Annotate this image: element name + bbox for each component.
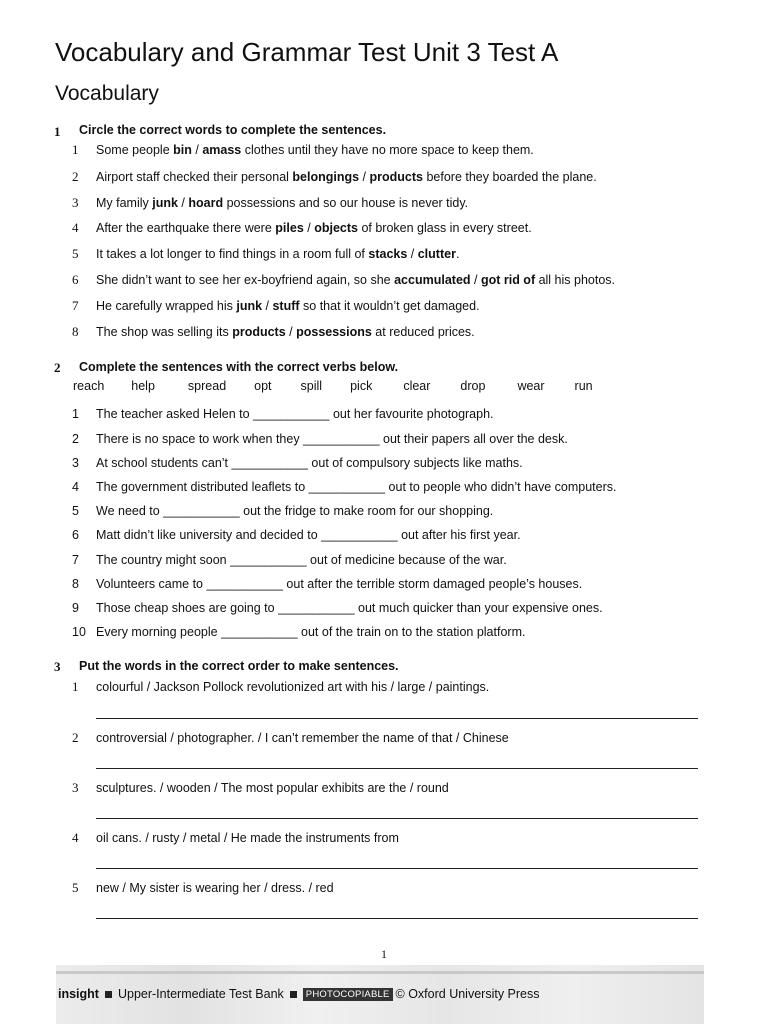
exercise-3-instruction: Put the words in the correct order to make sentences. — [79, 659, 399, 673]
word-bank-item: reach — [73, 379, 105, 393]
option-a[interactable]: accumulated — [394, 273, 471, 287]
word-bank-item: spill — [300, 379, 323, 393]
footer-square-icon — [290, 991, 297, 998]
item-number: 3 — [72, 780, 79, 795]
answer-line[interactable] — [96, 718, 698, 719]
item-number: 1 — [72, 407, 79, 421]
exercise-1-item — [72, 245, 459, 263]
item-text: oil cans. / rusty / metal / He made the instruments from — [96, 831, 399, 845]
item-text: clothes until they have no more space to keep them. — [241, 143, 534, 157]
option-separator: / — [285, 325, 297, 339]
item-text: We need to ___________ out the fridge to make room for our shopping. — [96, 504, 494, 518]
item-text: sculptures. / wooden / The most popular exhibits are the / round — [96, 781, 449, 795]
option-b[interactable]: amass — [202, 143, 242, 157]
item-number: 1 — [72, 679, 79, 694]
item-text: so that it wouldn’t get damaged. — [299, 299, 480, 313]
option-b[interactable]: objects — [314, 221, 358, 235]
item-text: The country might soon ___________ out of medicine because of the war. — [96, 553, 507, 567]
item-text: At school students can’t ___________ out of compulsory subjects like maths. — [96, 456, 523, 470]
option-a[interactable]: stacks — [368, 247, 408, 261]
exercise-1-number: 1 — [54, 124, 61, 139]
footer-square-icon — [105, 991, 112, 998]
page-title: Vocabulary and Grammar Test Unit 3 Test A — [55, 37, 559, 67]
item-number: 4 — [72, 220, 79, 235]
item-text: Airport staff checked their personal — [96, 170, 293, 184]
word-bank-item: run — [574, 379, 593, 393]
option-separator: / — [191, 143, 203, 157]
option-a[interactable]: piles — [275, 221, 304, 235]
word-bank-item: pick — [350, 379, 373, 393]
item-number: 9 — [72, 601, 79, 615]
item-text: It takes a lot longer to find things in a room full of — [96, 247, 369, 261]
option-separator: / — [303, 221, 315, 235]
option-separator: / — [177, 196, 189, 210]
exercise-1-item — [72, 168, 597, 186]
exercise-2-item — [72, 502, 493, 520]
item-text: The teacher asked Helen to ___________ out her favourite photograph. — [96, 407, 494, 421]
item-text: The shop was selling its — [96, 325, 233, 339]
option-separator: / — [407, 247, 418, 261]
exercise-2-instruction: Complete the sentences with the correct verbs below. — [79, 360, 399, 374]
item-text: . — [455, 247, 460, 261]
option-separator: / — [262, 299, 273, 313]
item-number: 5 — [72, 246, 79, 261]
item-number: 3 — [72, 456, 79, 470]
item-text: possessions and so our house is never tidy. — [223, 196, 469, 210]
option-a[interactable]: junk — [236, 299, 263, 313]
item-text: before they boarded the plane. — [422, 170, 597, 184]
exercise-1-instruction: Circle the correct words to complete the sentences. — [79, 123, 387, 137]
exercise-1-item — [72, 271, 615, 289]
exercise-2-item — [72, 623, 525, 641]
footer-product: Upper-Intermediate Test Bank — [117, 987, 284, 1001]
page-number: 1 — [381, 947, 387, 961]
exercise-3-item — [72, 829, 399, 847]
word-bank-item: spread — [187, 379, 227, 393]
item-text: My family — [96, 196, 153, 210]
option-a[interactable]: belongings — [292, 170, 360, 184]
item-number: 10 — [72, 625, 86, 639]
footer-brand: insight — [58, 987, 99, 1001]
option-b[interactable]: got rid of — [480, 273, 536, 287]
item-number: 6 — [72, 272, 79, 287]
exercise-1-item — [72, 297, 480, 315]
exercise-3-item — [72, 879, 334, 897]
exercise-2-item — [72, 526, 521, 544]
word-bank-item: wear — [517, 379, 545, 393]
exercise-2-item — [72, 551, 507, 569]
answer-line[interactable] — [96, 768, 698, 769]
option-a[interactable]: junk — [152, 196, 178, 210]
item-number: 4 — [72, 480, 79, 494]
exercise-2-item — [72, 405, 494, 423]
word-bank-item: drop — [460, 379, 486, 393]
item-number: 2 — [72, 169, 79, 184]
exercise-1-item — [72, 141, 534, 159]
word-bank — [73, 379, 593, 393]
option-b[interactable]: hoard — [188, 196, 224, 210]
item-text: Every morning people ___________ out of the train on to the station platform. — [96, 625, 526, 639]
exercise-3-item — [72, 779, 449, 797]
item-text: controversial / photographer. / I can’t remember the name of that / Chinese — [96, 731, 509, 745]
word-bank-item: clear — [403, 379, 431, 393]
item-text: colourful / Jackson Pollock revolutionized art with his / large / paintings. — [96, 680, 490, 694]
answer-line[interactable] — [96, 818, 698, 819]
option-b[interactable]: clutter — [417, 247, 456, 261]
item-text: He carefully wrapped his — [96, 299, 237, 313]
item-text: new / My sister is wearing her / dress. / red — [96, 881, 334, 895]
item-text: Volunteers came to ___________ out after the terrible storm damaged people’s houses. — [96, 577, 583, 591]
item-number: 6 — [72, 528, 79, 542]
option-b[interactable]: possessions — [296, 325, 372, 339]
option-b[interactable]: stuff — [272, 299, 300, 313]
exercise-1-item — [72, 323, 475, 341]
option-a[interactable]: bin — [173, 143, 192, 157]
footer — [58, 986, 540, 1002]
item-number: 8 — [72, 324, 79, 339]
photocopiable-badge: PHOTOCOPIABLE — [303, 988, 393, 1001]
exercise-1-item — [72, 194, 468, 212]
option-a[interactable]: products — [232, 325, 286, 339]
item-text: Those cheap shoes are going to ___________ out much quicker than your expensive ones. — [96, 601, 603, 615]
option-b[interactable]: products — [369, 170, 423, 184]
word-bank-item: help — [131, 379, 155, 393]
exercise-2-item — [72, 430, 568, 448]
exercise-2-item — [72, 575, 582, 593]
answer-line[interactable] — [96, 918, 698, 919]
section-title: Vocabulary — [55, 82, 159, 105]
item-text: all his photos. — [535, 273, 616, 287]
item-text: After the earthquake there were — [96, 221, 276, 235]
footer-publisher: © Oxford University Press — [395, 987, 540, 1001]
item-number: 1 — [72, 142, 79, 157]
exercise-3-number: 3 — [54, 659, 61, 674]
option-separator: / — [470, 273, 481, 287]
item-text: at reduced prices. — [371, 325, 475, 339]
exercise-3-item — [72, 729, 509, 747]
item-text: There is no space to work when they ___________ out their papers all over the desk. — [96, 432, 568, 446]
item-text: of broken glass in every street. — [357, 221, 532, 235]
exercise-3-item — [72, 678, 489, 696]
item-number: 5 — [72, 504, 79, 518]
item-number: 7 — [72, 553, 79, 567]
item-text: The government distributed leaflets to ___________ out to people who didn’t have computers. — [96, 480, 617, 494]
item-number: 2 — [72, 432, 79, 446]
item-number: 3 — [72, 195, 79, 210]
item-number: 7 — [72, 298, 79, 313]
exercise-2-item — [72, 478, 616, 496]
option-separator: / — [359, 170, 370, 184]
exercise-2-number: 2 — [54, 360, 61, 375]
footer-rule — [56, 971, 704, 974]
item-number: 5 — [72, 880, 79, 895]
word-bank-item: opt — [254, 379, 272, 393]
answer-line[interactable] — [96, 868, 698, 869]
item-number: 8 — [72, 577, 79, 591]
item-text: She didn’t want to see her ex-boyfriend again, so she — [96, 273, 395, 287]
item-text: Matt didn’t like university and decided to ___________ out after his first year. — [96, 528, 521, 542]
item-number: 4 — [72, 830, 79, 845]
item-number: 2 — [72, 730, 79, 745]
exercise-2-item — [72, 454, 523, 472]
exercise-2-item — [72, 599, 603, 617]
exercise-1-item — [72, 219, 532, 237]
item-text: Some people — [96, 143, 174, 157]
